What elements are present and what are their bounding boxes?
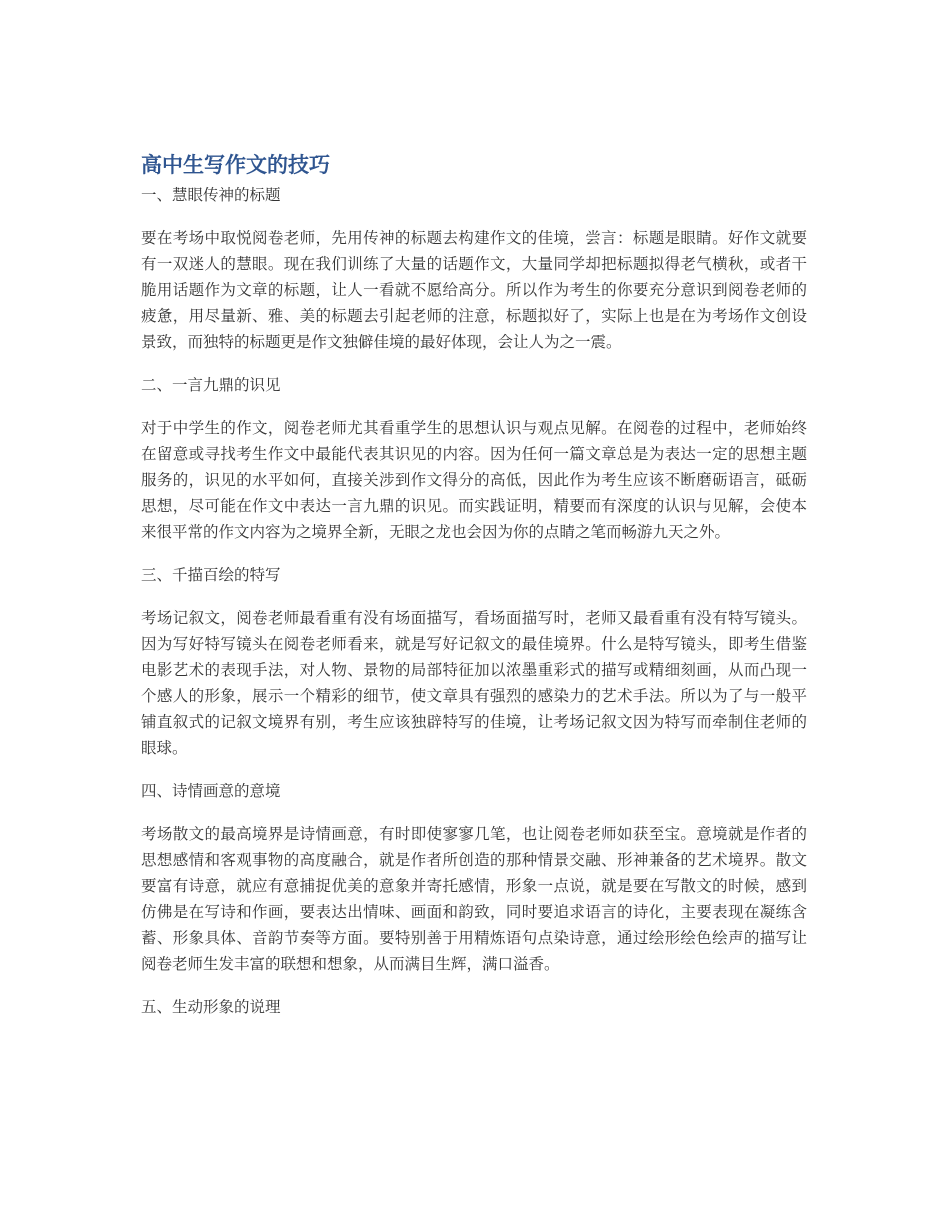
section-heading: 二、一言九鼎的识见 [141, 376, 281, 394]
section-heading: 五、生动形象的说理 [141, 998, 281, 1016]
document-title: 高中生写作文的技巧 [141, 153, 330, 177]
section-3 [141, 562, 807, 761]
document-page [141, 148, 807, 1020]
section-paragraph: 对于中学生的作文，阅卷老师尤其看重学生的思想认识与观点见解。在阅卷的过程中，老师始终在留意或寻找考生作文中最能代表其识见的内容。因为任何一篇文章总是为表达一定的思想主题服务的，识见的水平如何，直接关涉到作文得分的高低，因此作为考生应该不断磨砺语言，砥砺思想，尽可能在作文中表达一言九鼎的识见。而实践证明，精要而有深度的认识与见解，会使本来很平常的作文内容为之境界全新，无眼之龙也会因为你的点睛之笔而畅游九天之外。 [141, 419, 807, 541]
section-paragraph: 要在考场中取悦阅卷老师，先用传神的标题去构建作文的佳境，尝言：标题是眼睛。好作文就要有一双迷人的慧眼。现在我们训练了大量的话题作文，大量同学却把标题拟得老气横秋，或者干脆用话题作为文章的标题，让人一看就不愿给高分。所以作为考生的你要充分意识到阅卷老师的疲惫，用尽量新、雅、美的标题去引起老师的注意，标题拟好了，实际上也是在为考场作文创设景致，而独特的标题更是作文独僻佳境的最好体现，会让人为之一震。 [141, 229, 807, 351]
section-paragraph: 考场散文的最高境界是诗情画意，有时即使寥寥几笔，也让阅卷老师如获至宝。意境就是作者的思想感情和客观事物的高度融合，就是作者所创造的那种情景交融、形神兼备的艺术境界。散文要富有诗意，就应有意捕捉优美的意象并寄托感情，形象一点说，就是要在写散文的时候，感到仿佛是在写诗和作画，要表达出情味、画面和韵致，同时要追求语言的诗化，主要表现在凝练含蓄、形象具体、音韵节奏等方面。要特别善于用精炼语句点染诗意，通过绘形绘色绘声的描写让阅卷老师生发丰富的联想和想象，从而满目生辉，满口溢香。 [141, 825, 807, 973]
section-4 [141, 778, 807, 977]
section-heading: 四、诗情画意的意境 [141, 782, 281, 800]
section-5 [141, 994, 807, 1020]
section-heading: 一、慧眼传神的标题 [141, 186, 281, 204]
section-1 [141, 182, 807, 355]
section-2 [141, 372, 807, 545]
section-heading: 三、千描百绘的特写 [141, 566, 281, 584]
section-paragraph: 考场记叙文，阅卷老师最看重有没有场面描写，看场面描写时，老师又最看重有没有特写镜头。因为写好特写镜头在阅卷老师看来，就是写好记叙文的最佳境界。什么是特写镜头，即考生借鉴电影艺术的表现手法，对人物、景物的局部特征加以浓墨重彩式的描写或精细刻画，从而凸现一个感人的形象，展示一个精彩的细节，使文章具有强烈的感染力的艺术手法。所以为了与一般平铺直叙式的记叙文境界有别，考生应该独辟特写的佳境，让考场记叙文因为特写而牵制住老师的眼球。 [141, 609, 807, 757]
